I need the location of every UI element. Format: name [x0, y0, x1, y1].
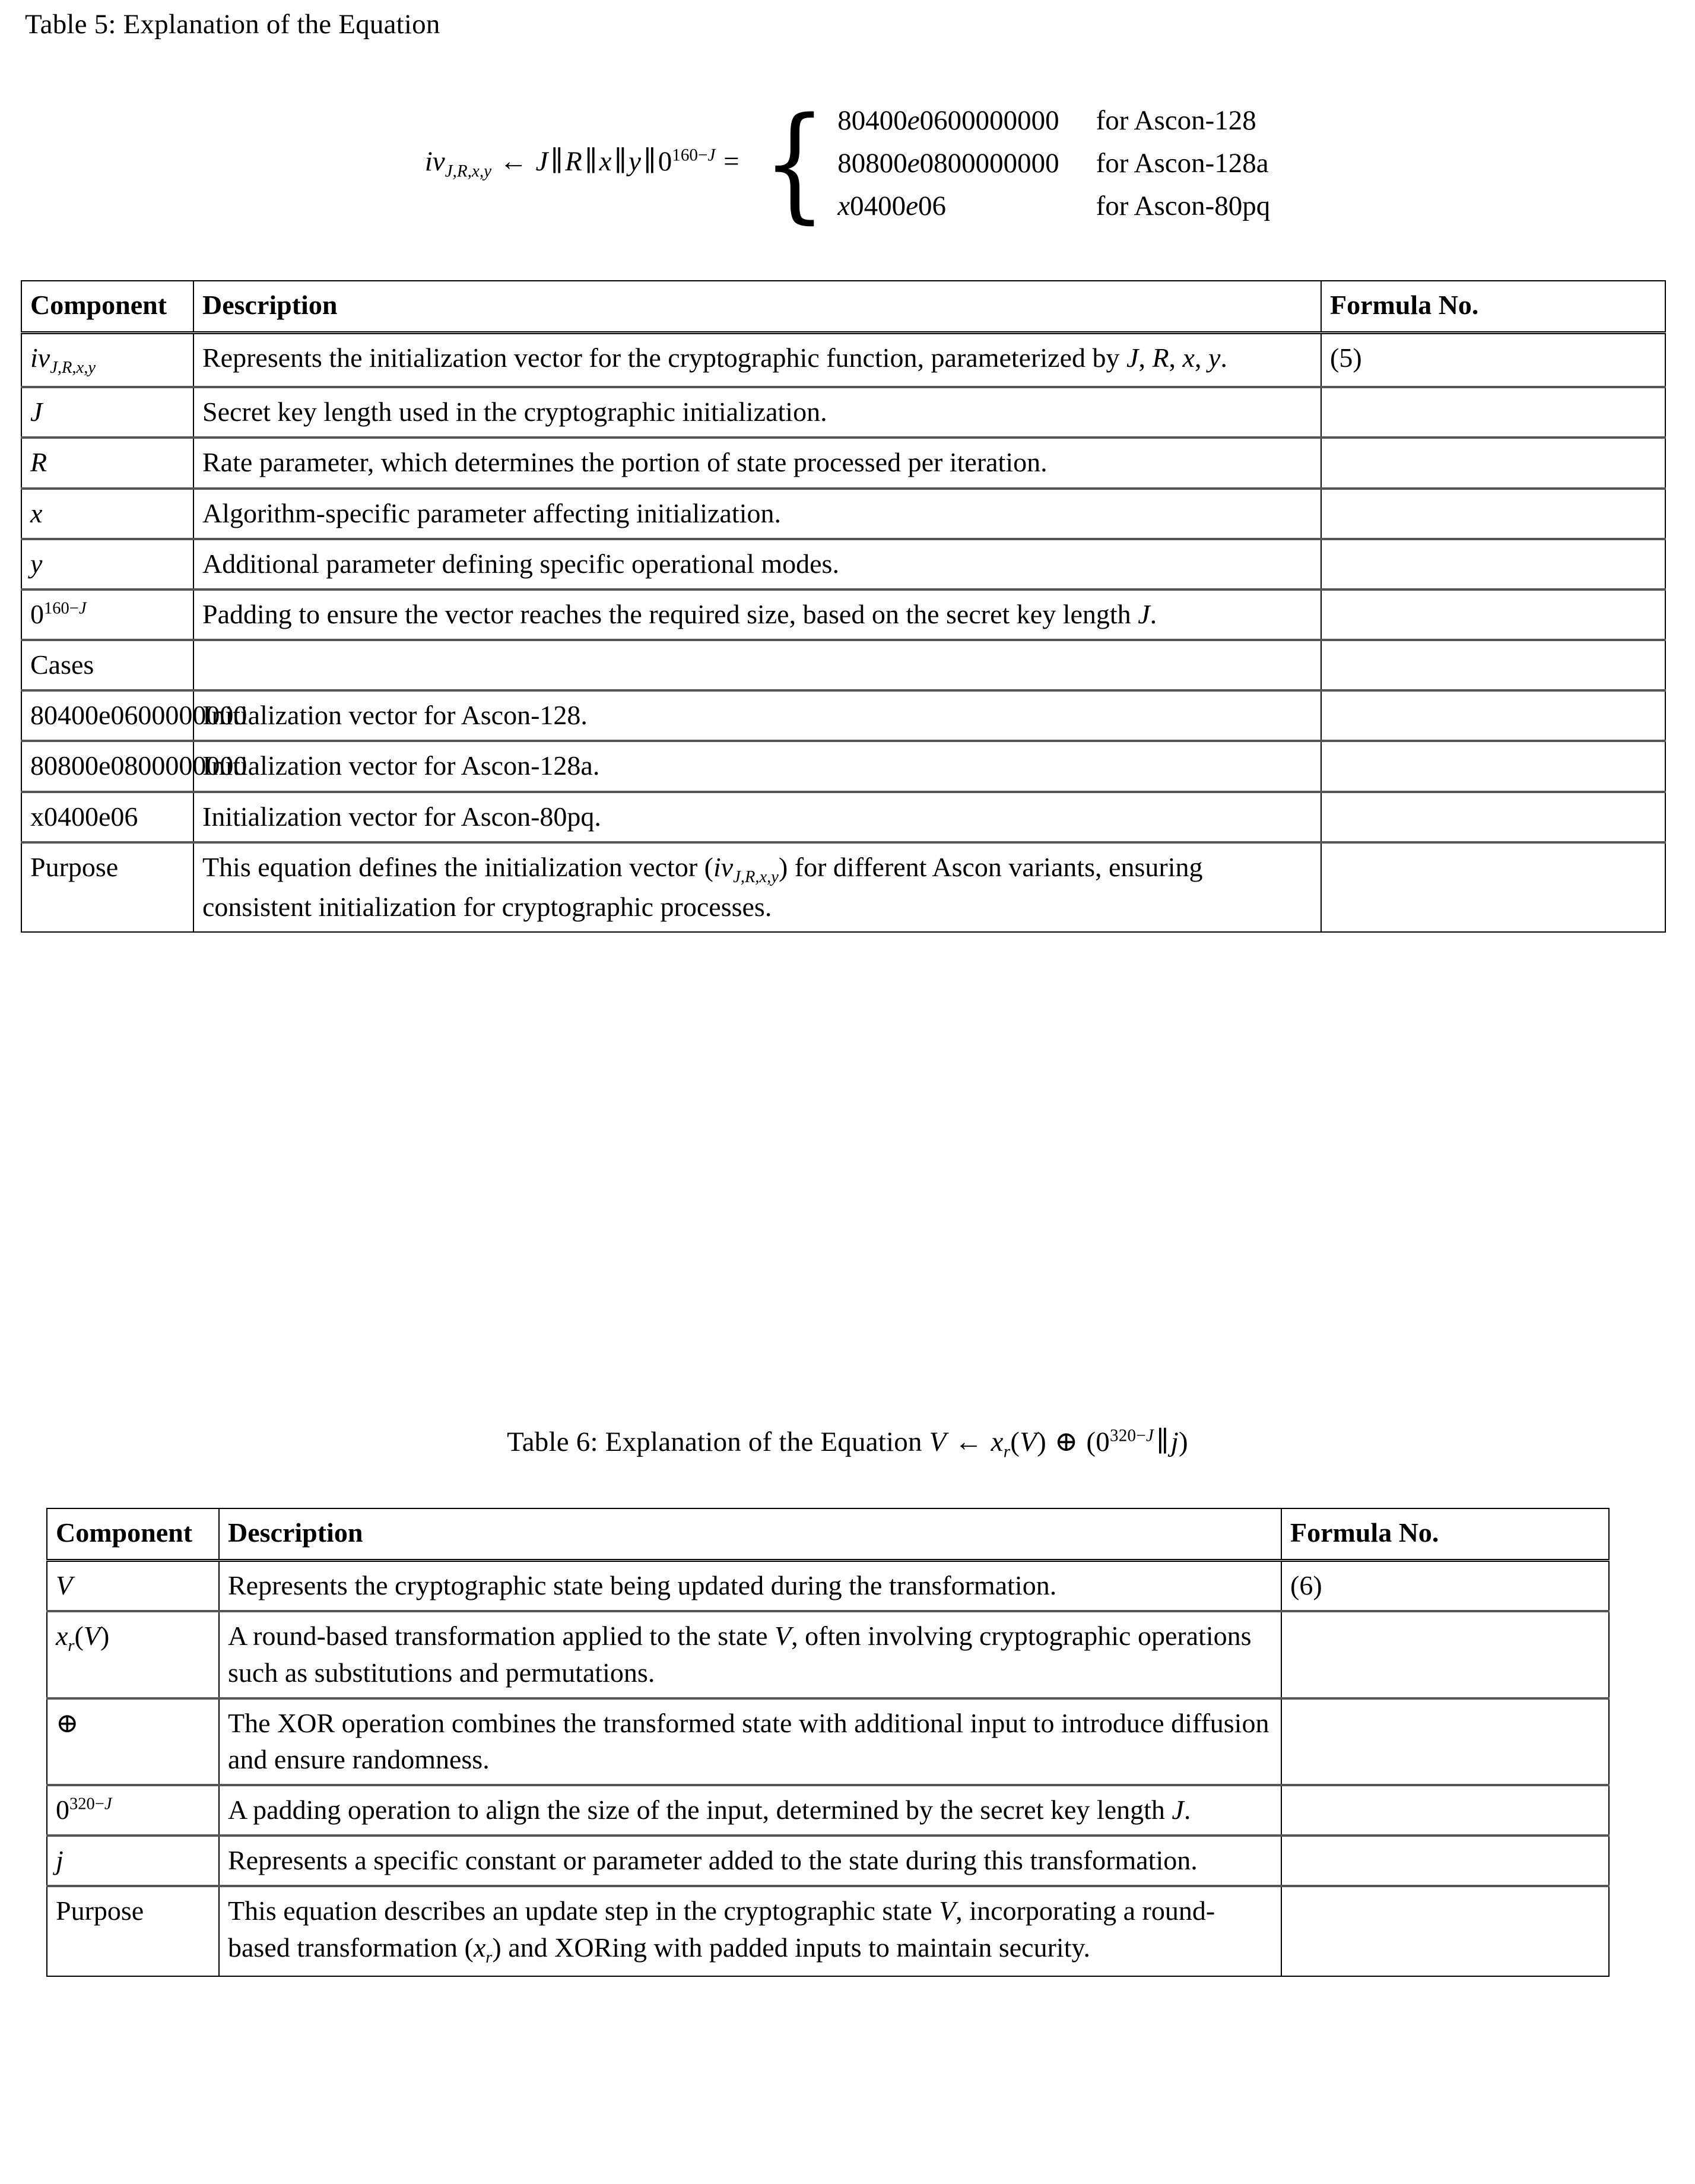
cell-component: V	[47, 1561, 219, 1612]
cell-description: Padding to ensure the vector reaches the required size, based on the secret key length J.	[193, 589, 1321, 640]
case-condition: for Ascon-80pq	[1096, 191, 1271, 221]
column-header-description: Description	[219, 1508, 1281, 1561]
cell-formula-no	[1321, 438, 1665, 488]
cell-component: $0^{320-J}$	[47, 1785, 219, 1836]
table-header-row	[47, 1508, 1609, 1561]
cell-component: j	[47, 1836, 219, 1886]
cell-component: Purpose	[21, 842, 193, 932]
cell-description	[193, 640, 1321, 690]
cell-formula-no	[1321, 741, 1665, 791]
cell-description: Secret key length used in the cryptographic initialization.	[193, 387, 1321, 438]
cell-description: A round-based transformation applied to the state V, often involving cryptographic operations such as substitutions and permutations.	[219, 1611, 1281, 1698]
equation-5-cases	[837, 99, 1270, 227]
column-header-description: Description	[193, 281, 1321, 333]
column-header-formula-no: Formula No.	[1321, 281, 1665, 333]
cell-component: x0400e06	[21, 792, 193, 842]
cell-component: $x_r(V)$	[47, 1611, 219, 1698]
cell-description: Initialization vector for Ascon-80pq.	[193, 792, 1321, 842]
cell-description: Algorithm-specific parameter affecting initialization.	[193, 489, 1321, 539]
cell-formula-no	[1321, 387, 1665, 438]
cell-component: y	[21, 539, 193, 589]
table-row	[47, 1561, 1609, 1612]
cell-description: Represents a specific constant or parameter added to the state during this transformation.	[219, 1836, 1281, 1886]
cell-description: Represents the cryptographic state being updated during the transformation.	[219, 1561, 1281, 1612]
column-header-component: Component	[21, 281, 193, 333]
case-value: 80400e0600000000	[837, 105, 1059, 136]
table-row	[21, 387, 1665, 438]
table-6-caption-equation: V ← $x_r(V)$ ⊕ $(0^{320-J}\parallel j)$	[929, 1426, 1188, 1462]
cell-component: 80400e0600000000	[21, 690, 193, 741]
table-row	[21, 589, 1665, 640]
cell-description: Rate parameter, which determines the portion of state processed per iteration.	[193, 438, 1321, 488]
cell-formula-no: (5)	[1321, 333, 1665, 388]
cell-formula-no	[1281, 1698, 1609, 1785]
cell-description: The XOR operation combines the transformed state with additional input to introduce diffusion and ensure randomness.	[219, 1698, 1281, 1785]
table-row	[47, 1611, 1609, 1698]
cell-component: Cases	[21, 640, 193, 690]
table-row	[47, 1836, 1609, 1886]
table-6-caption	[0, 1425, 1695, 1463]
table-row	[47, 1886, 1609, 1976]
table-header-row	[21, 281, 1665, 333]
cell-formula-no	[1321, 489, 1665, 539]
case-condition: for Ascon-128	[1096, 105, 1256, 136]
table-row	[21, 792, 1665, 842]
column-header-formula-no: Formula No.	[1281, 1508, 1609, 1561]
case-condition: for Ascon-128a	[1096, 148, 1269, 179]
cell-component: 80800e0800000000	[21, 741, 193, 791]
cases-brace-icon: {	[762, 90, 826, 236]
table-5-caption: Table 5: Explanation of the Equation	[25, 9, 440, 40]
cell-formula-no	[1321, 792, 1665, 842]
table-6-caption-prefix: Table 6: Explanation of the Equation	[507, 1427, 922, 1457]
table-row	[21, 489, 1665, 539]
table-row	[21, 539, 1665, 589]
case-value: x0400e06	[837, 191, 946, 221]
case-value: 80800e0800000000	[837, 148, 1059, 179]
cell-description: Initialization vector for Ascon-128a.	[193, 741, 1321, 791]
table-row	[21, 640, 1665, 690]
cell-formula-no	[1281, 1785, 1609, 1836]
equation-5-lhs: $iv_{J,R,x,y}$ ← $J\parallel R\parallel x\parallel y\parallel 0^{160-J}$ =	[424, 145, 739, 181]
table-row	[47, 1785, 1609, 1836]
table-row	[21, 690, 1665, 741]
cell-formula-no	[1321, 690, 1665, 741]
cell-formula-no	[1321, 589, 1665, 640]
cell-component: $0^{160-J}$	[21, 589, 193, 640]
column-header-component: Component	[47, 1508, 219, 1561]
cell-component: ⊕	[47, 1698, 219, 1785]
cell-description: Represents the initialization vector for the cryptographic function, parameterized by J, R, x, y.	[193, 333, 1321, 388]
equation-5-display	[0, 83, 1695, 243]
cell-formula-no: (6)	[1281, 1561, 1609, 1612]
cell-component: x	[21, 489, 193, 539]
table-5	[21, 280, 1666, 933]
cell-formula-no	[1321, 640, 1665, 690]
cell-formula-no	[1281, 1836, 1609, 1886]
cell-component: $iv_{J,R,x,y}$	[21, 333, 193, 388]
table-row	[21, 333, 1665, 388]
cell-description: Additional parameter defining specific operational modes.	[193, 539, 1321, 589]
table-6	[46, 1508, 1610, 1977]
cell-formula-no	[1281, 1611, 1609, 1698]
table-row	[21, 741, 1665, 791]
case-row	[837, 142, 1270, 185]
cell-formula-no	[1321, 842, 1665, 932]
case-row	[837, 99, 1270, 142]
cell-formula-no	[1281, 1886, 1609, 1976]
cell-description: A padding operation to align the size of the input, determined by the secret key length J.	[219, 1785, 1281, 1836]
cell-description: Initialization vector for Ascon-128.	[193, 690, 1321, 741]
table-row	[21, 842, 1665, 932]
cell-component: J	[21, 387, 193, 438]
cell-description: This equation describes an update step in the cryptographic state V, incorporating a round-based transformation $(x_r)$ and XORing with padded inputs to maintain security.	[219, 1886, 1281, 1976]
case-row	[837, 185, 1270, 227]
table-row	[21, 438, 1665, 488]
cell-formula-no	[1321, 539, 1665, 589]
table-row	[47, 1698, 1609, 1785]
cell-component: Purpose	[47, 1886, 219, 1976]
cell-description: This equation defines the initialization vector $(iv_{J,R,x,y})$ for different Ascon variants, ensuring consistent initialization for cryptographic processes.	[193, 842, 1321, 932]
cell-component: R	[21, 438, 193, 488]
